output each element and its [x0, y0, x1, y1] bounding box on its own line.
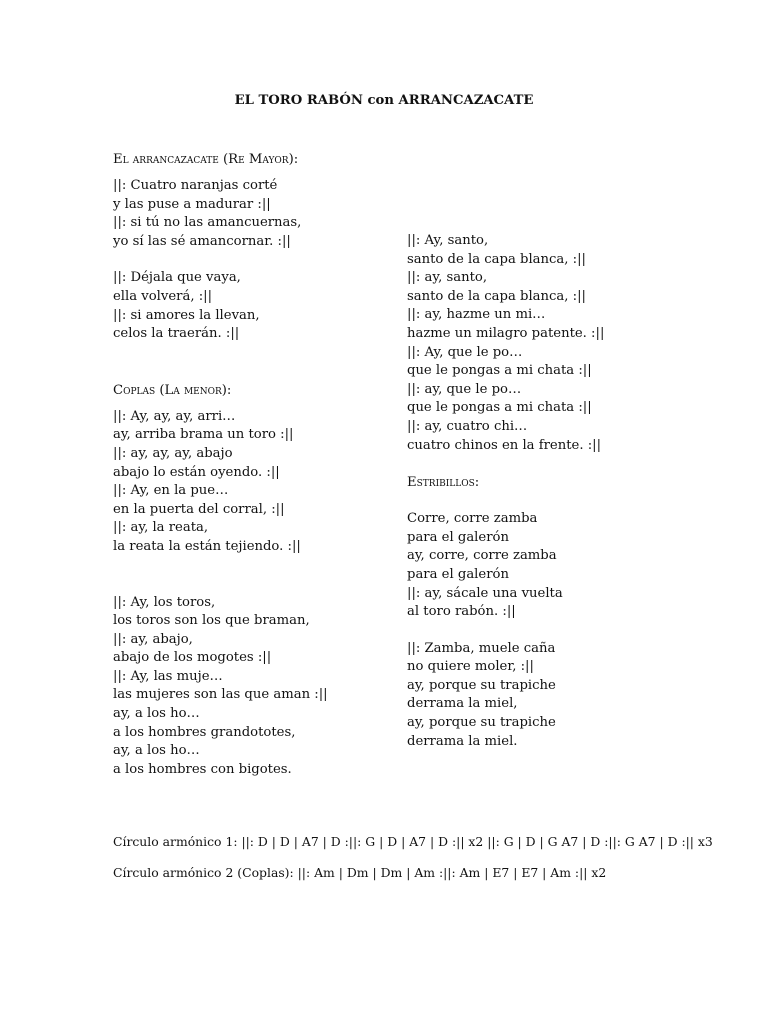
- verse-line: ||: ay, hazme un mi…: [407, 307, 546, 323]
- estribillo-zamba: [407, 640, 707, 752]
- verse-line: cuatro chinos en la frente. :||: [407, 437, 602, 453]
- verse-line: ||: ay, sácale una vuelta: [407, 585, 563, 601]
- verse-line: ||: ay, ay, ay, abajo: [113, 445, 233, 461]
- verse-line: santo de la capa blanca, :||: [407, 288, 586, 304]
- verse-line: ||: ay, cuatro chi…: [407, 418, 528, 434]
- page-title: EL TORO RABÓN con ARRANCAZACATE: [234, 93, 534, 108]
- verse-line: ||: ay, la reata,: [113, 520, 209, 536]
- verse-line: ||: Ay, que le po…: [407, 344, 523, 360]
- verse-line: a los hombres grandototes,: [113, 724, 296, 740]
- estribillos-heading: Estribillos:: [407, 475, 480, 491]
- verse-line: ||: ay, que le po…: [407, 381, 522, 397]
- chord-circle-1: Círculo armónico 1: ||: D | D | A7 | D :||: G | D | A7 | D :|| x2 ||: G | D | G A7 | D :||: G A7 | D :|| x3: [113, 834, 713, 849]
- verse-line: los toros son los que braman,: [113, 613, 310, 629]
- verse-line: ||: Ay, en la pue…: [113, 483, 229, 499]
- verse-line: que le pongas a mi chata :||: [407, 400, 592, 416]
- verse-line: ||: Cuatro naranjas corté: [113, 178, 278, 193]
- verse-line: a los hombres con bigotes.: [113, 761, 292, 777]
- verse-line: ||: Ay, los toros,: [113, 594, 216, 610]
- coplas-heading: Coplas (La menor):: [113, 382, 232, 398]
- copla-2: [113, 594, 403, 780]
- verse-line: ||: si tú no las amancuernas,: [113, 215, 302, 231]
- verse-line: que le pongas a mi chata :||: [407, 363, 592, 379]
- copla-1: [113, 408, 403, 557]
- verse-line: no quiere moler, :||: [407, 659, 534, 675]
- verse-line: ay, porque su trapiche: [407, 715, 556, 731]
- verse-line: ay, porque su trapiche: [407, 677, 556, 693]
- verse-line: Corre, corre zamba: [407, 511, 538, 527]
- verse-line: hazme un milagro patente. :||: [407, 325, 605, 341]
- verse-line: derrama la miel,: [407, 696, 518, 712]
- verse-line: yo sí las sé amancornar. :||: [113, 233, 291, 249]
- verse-line: al toro rabón. :||: [407, 604, 516, 620]
- stanza-naranjas: [113, 177, 403, 251]
- verse-line: en la puerta del corral, :||: [113, 501, 285, 517]
- verse-line: santo de la capa blanca, :||: [407, 251, 586, 267]
- verse-line: ella volverá, :||: [113, 288, 213, 304]
- verse-line: ay, a los ho…: [113, 743, 200, 759]
- right-column: [407, 232, 707, 751]
- chord-circle-2: Círculo armónico 2 (Coplas): ||: Am | Dm | Dm | Am :||: Am | E7 | E7 | Am :|| x2: [113, 865, 607, 880]
- verse-line: para el galerón: [407, 529, 509, 545]
- verse-line: ay, a los ho…: [113, 706, 200, 722]
- verse-line: ||: ay, santo,: [407, 270, 488, 286]
- verse-line: la reata la están tejiendo. :||: [113, 538, 301, 554]
- estribillo-corre: [407, 510, 707, 622]
- verse-line: derrama la miel.: [407, 733, 518, 749]
- verse-line: ||: Déjala que vaya,: [113, 270, 241, 286]
- verse-line: abajo lo están oyendo. :||: [113, 464, 280, 480]
- left-column: [113, 150, 403, 779]
- verse-line: ay, arriba brama un toro :||: [113, 427, 294, 443]
- verse-line: abajo de los mogotes :||: [113, 650, 272, 666]
- verse-line: ||: Zamba, muele caña: [407, 640, 556, 656]
- stanza-dejala: [113, 269, 403, 343]
- verse-line: ||: Ay, ay, ay, arri…: [113, 408, 236, 424]
- verse-line: ||: ay, abajo,: [113, 631, 193, 647]
- verse-line: ||: Ay, las muje…: [113, 668, 223, 684]
- verse-line: ay, corre, corre zamba: [407, 548, 557, 564]
- verse-line: ||: si amores la llevan,: [113, 307, 260, 323]
- verse-line: ||: Ay, santo,: [407, 233, 489, 248]
- verse-line: y las puse a madurar :||: [113, 196, 271, 212]
- arrancazacate-heading: El arrancazacate (Re Mayor):: [113, 152, 299, 167]
- verse-line: para el galerón: [407, 566, 509, 582]
- stanza-santo: [407, 232, 707, 455]
- verse-line: celos la traerán. :||: [113, 326, 240, 342]
- verse-line: las mujeres son las que aman :||: [113, 687, 328, 703]
